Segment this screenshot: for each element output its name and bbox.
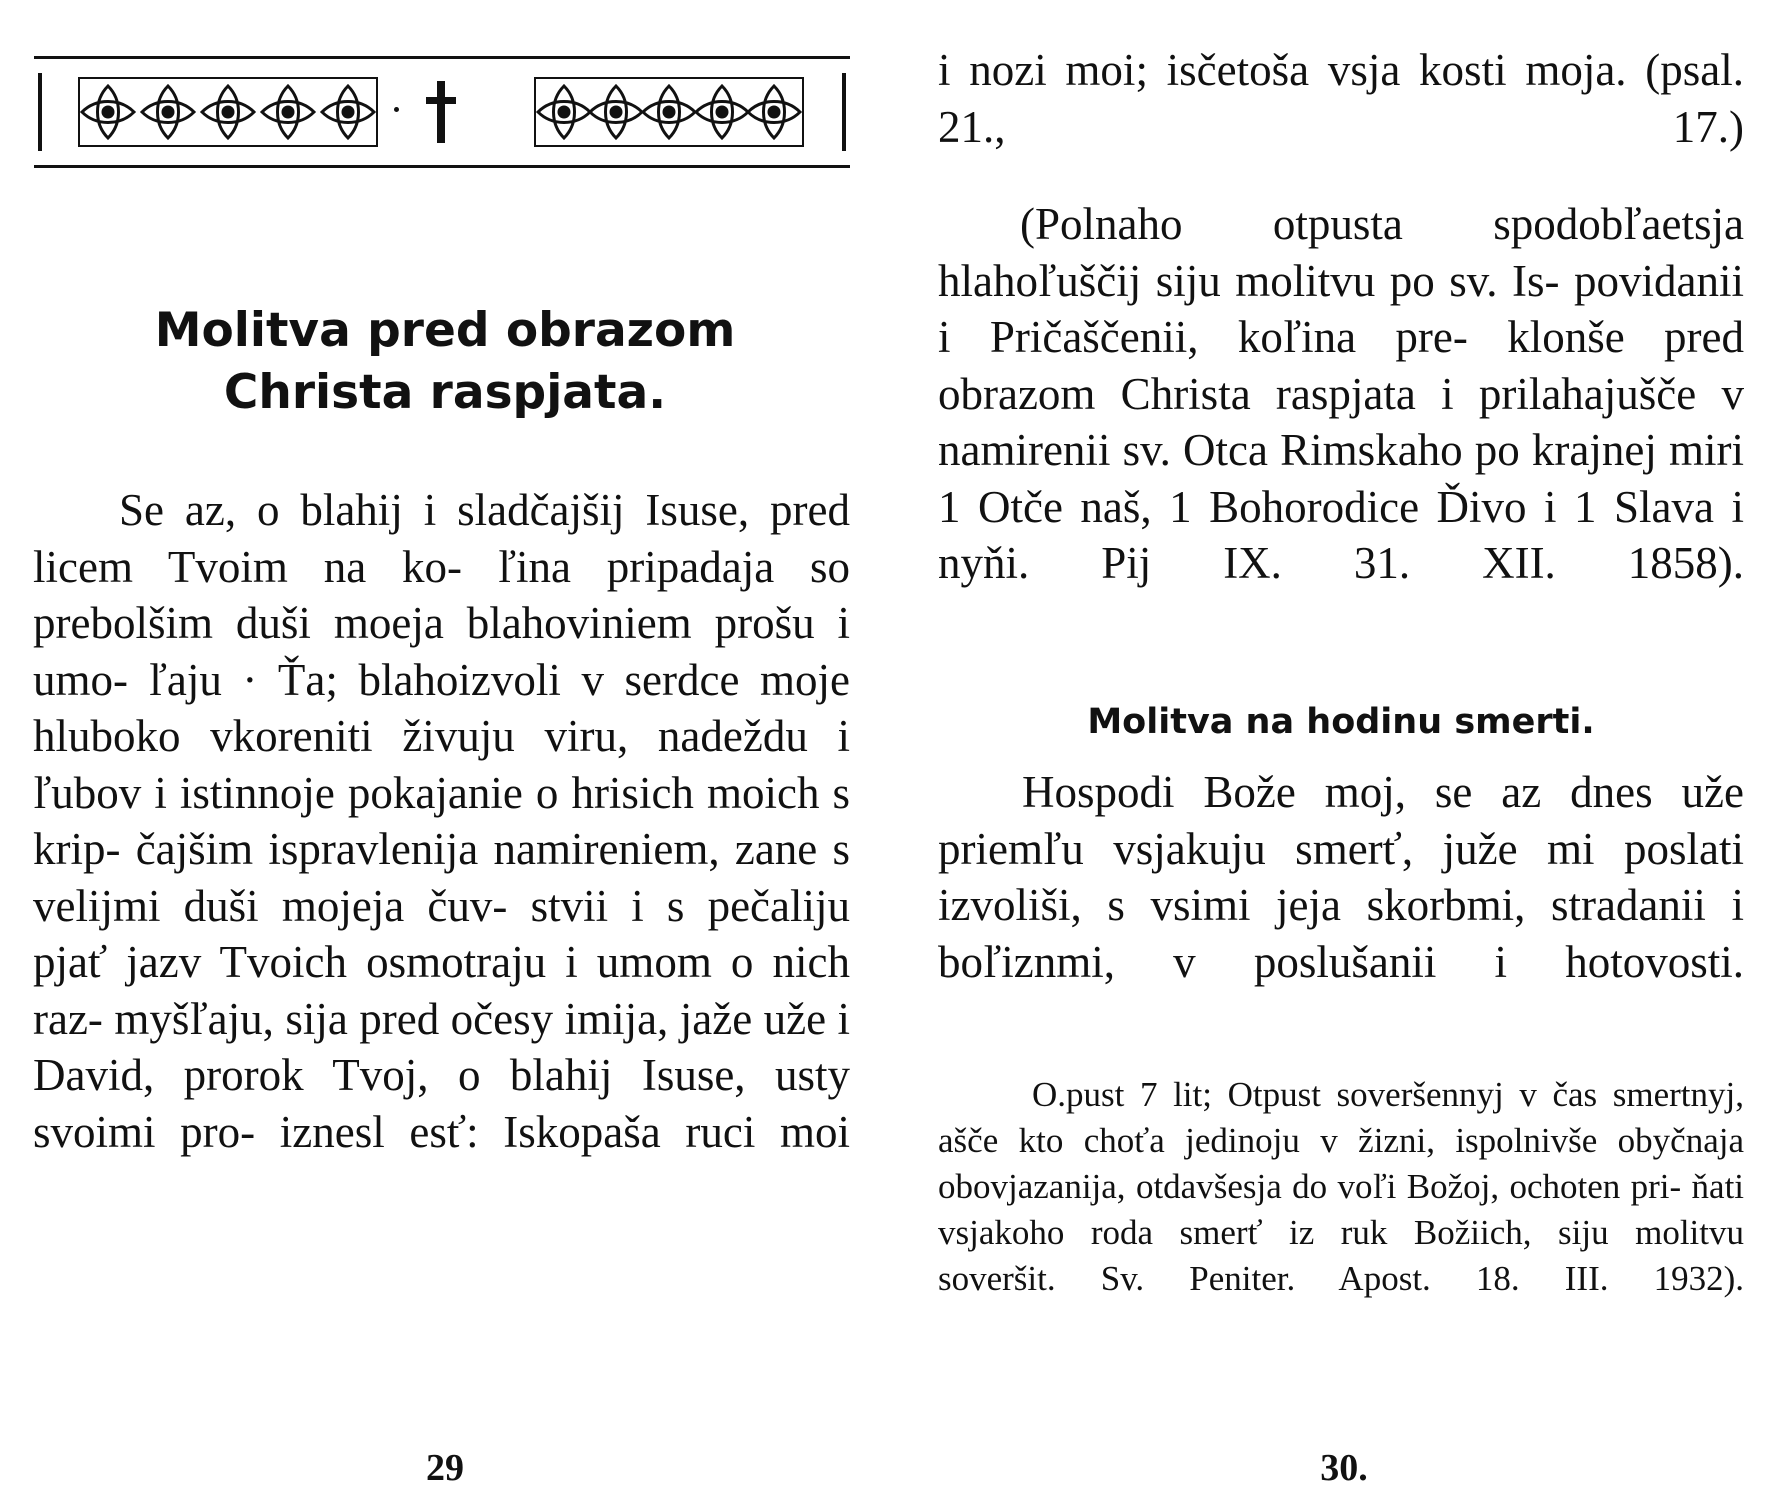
prayer-title-line: Molitva pred obrazom: [154, 303, 736, 358]
ornamental-header: [34, 56, 850, 168]
indulgence-paragraph: [938, 196, 1744, 592]
text-line: pokajanie o hrisich moich s krip-: [33, 767, 850, 874]
ornament-right-bar: [842, 73, 846, 151]
prayer-continuation: [938, 42, 1744, 155]
text-line: siju molitvu soveršit. Sv. Peniter. Apost.: [938, 1213, 1745, 1298]
text-line: i prilahajušče v namirenii sv. Otca: [938, 368, 1744, 475]
prayer-title: [40, 300, 850, 424]
text-line: viru, nadeždu i ľubov i istinnoje: [33, 711, 850, 818]
text-line: moeja blahoviniem prošu i umo-: [33, 598, 850, 705]
text-line: moje hluboko vkoreniti živuju: [33, 654, 850, 761]
prayer-body: [33, 482, 850, 1160]
text-line: poslati izvoliši, s vsimi jeja skorbmi,: [938, 823, 1745, 930]
ornamental-band-left-icon: [78, 77, 378, 147]
text-line: 18. III. 1932).: [1475, 1259, 1744, 1298]
text-line: žizni, ispolnivše obyčnaja obovjazanija,: [938, 1121, 1745, 1206]
text-line: hlahoľuščij siju molitvu po sv. Is-: [938, 255, 1560, 306]
text-line: i hotovosti.: [1494, 936, 1744, 987]
prayer-title-line: Christa raspjata.: [223, 365, 667, 420]
text-line: i nozi moi; isčetoša vsja kosti: [938, 45, 1507, 95]
text-line: Hospodi Bože moj, se az dnes: [1022, 767, 1653, 817]
ornament-dot: [394, 107, 399, 112]
text-line: i nyňi. Pij IX. 31. XII. 1858).: [938, 481, 1744, 588]
text-line: uže priemľu vsjakuju smerť, juže mi: [938, 767, 1744, 874]
text-line: ňati vsjakoho roda smerť iz ruk Božiich,: [938, 1167, 1745, 1252]
text-line: Isuse, pred licem Tvoim na ko-: [33, 485, 850, 592]
text-line: zane s velijmi duši mojeja čuv-: [33, 824, 850, 931]
text-line: (Polnaho otpusta spodobľaetsja: [1020, 199, 1744, 249]
text-line: O.pust 7 lit; Otpust soveršennyj v: [1032, 1075, 1537, 1114]
ornament-left-bar: [38, 73, 42, 151]
text-line: osmotraju i umom o nich raz-: [33, 937, 850, 1044]
ornamental-band-right-icon: [534, 77, 804, 147]
death-hour-prayer: [938, 764, 1744, 990]
text-line: ľaju · Ťa; blahoizvoli v serdce: [148, 654, 740, 705]
page-number: 30.: [1320, 1447, 1368, 1489]
text-line: stradanii i boľiznmi, v poslušanii: [938, 880, 1744, 987]
text-line: čas smertnyj, ašče kto choťa jedinoju v: [938, 1075, 1744, 1160]
text-line: stvii i s pečaliju pjať jazv Tvoich: [33, 880, 850, 987]
section-title: Molitva na hodinu smerti.: [1087, 702, 1595, 742]
text-line: Se az, o blahij i sladčajšij: [119, 485, 625, 535]
text-line: otdavšesja do voľi Božoj, ochoten pri-: [1135, 1167, 1682, 1206]
text-line: Rimskaho po krajnej miri 1 Otče: [938, 425, 1745, 532]
text-line: myšľaju, sija pred očesy imija,: [114, 993, 669, 1044]
text-line: klonše pred obrazom Christa raspjata: [938, 312, 1744, 419]
text-line: naš, 1 Bohorodice Ďivo i 1 Slava: [1080, 481, 1714, 532]
page-number: 29: [426, 1447, 464, 1489]
cross-icon: [424, 79, 458, 145]
text-line: iznesl esť: Iskopaša ruci moi: [279, 1106, 850, 1157]
text-line: jaže uže i David, prorok Tvoj,: [33, 993, 851, 1100]
text-line: o blahij Isuse, usty svoimi pro-: [33, 1050, 851, 1157]
text-line: čajšim ispravlenija namireniem,: [135, 824, 720, 874]
indulgence-note: [938, 1072, 1744, 1302]
text-line: moja. (psal. 21., 17.): [938, 45, 1744, 152]
text-line: ľina pripadaja so prebolšim duši: [33, 541, 851, 648]
right-page: [892, 0, 1784, 1500]
text-line: povidanii i Pričaščenii, koľina pre-: [938, 255, 1744, 362]
